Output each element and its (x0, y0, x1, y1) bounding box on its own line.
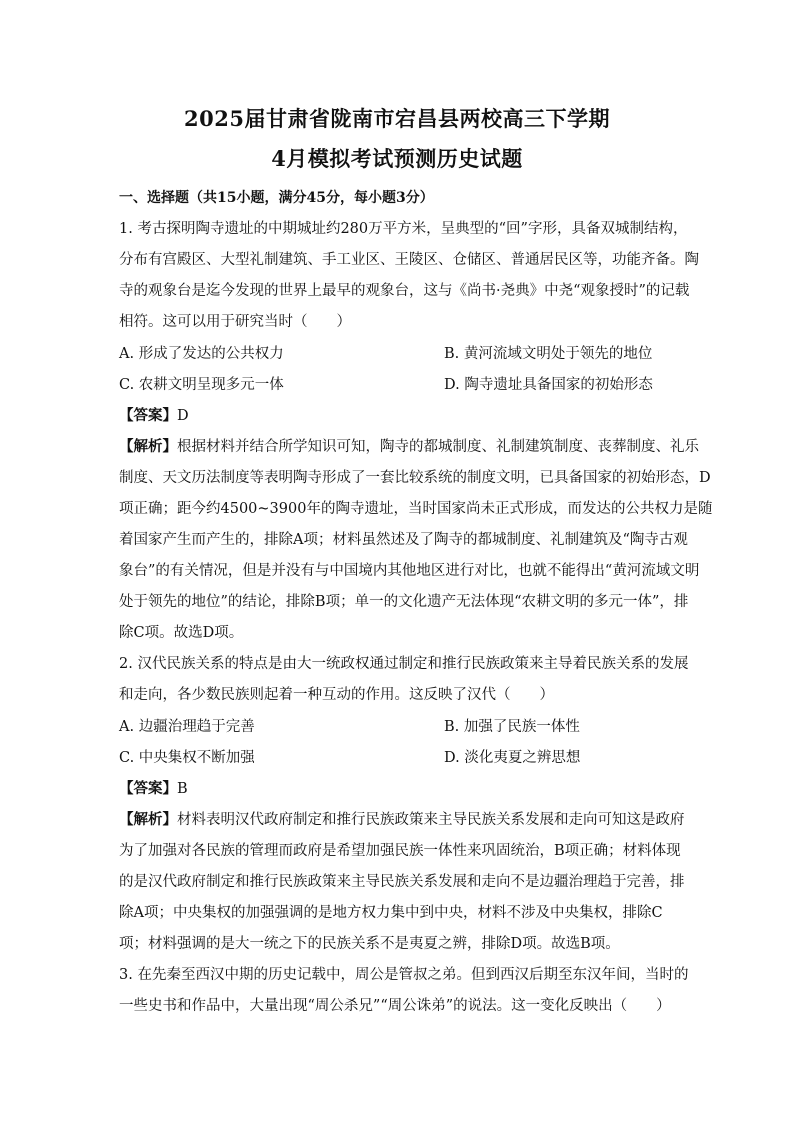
answer-value: B (177, 781, 188, 797)
q2-option-d: D. 淡化夷夏之辨思想 (444, 750, 581, 766)
q2-option-a: A. 边疆治理趋于完善 (119, 719, 255, 735)
q2-stem-line: 和走向，各少数民族则起着一种互动的作用。这反映了汉代（ ） (119, 687, 554, 703)
q1-analysis-line: 除C项。故选D项。 (119, 625, 244, 641)
q1-option-c: C. 农耕文明呈现多元一体 (119, 377, 284, 393)
q1-analysis-line: 制度、天文历法制度等表明陶寺形成了一套比较系统的制度文明，已具备国家的初始形态，D (119, 470, 711, 486)
q3-stem-line: 一些史书和作品中，大量出现“周公杀兄”“周公诛弟”的说法。这一变化反映出（ ） (119, 998, 671, 1014)
analysis-label: 【解析】 (119, 438, 177, 455)
q2-stem-line: 2. 汉代民族关系的特点是由大一统政权通过制定和推行民族政策来主导着民族关系的发展 (119, 656, 689, 672)
q2-answer (119, 777, 679, 798)
q2-analysis-line: 项；材料强调的是大一统之下的民族关系不是夷夏之辨，排除D项。故选B项。 (119, 936, 620, 952)
q1-stem-line: 寺的观象台是迄今发现的世界上最早的观象台，这与《尚书·尧典》中尧“观象授时”的记载 (119, 283, 690, 299)
answer-label: 【答案】 (119, 780, 177, 797)
q1-analysis-line: 象台”的有关情况，但是并没有与中国境内其他地区进行对比，也就不能得出“黄河流域文明 (119, 563, 700, 579)
q1-option-a: A. 形成了发达的公共权力 (119, 346, 284, 362)
q1-analysis-line: 处于领先的地位”的结论，排除B项；单一的文化遗产无法体现“农耕文明的多元一体”，排 (119, 594, 689, 610)
section-heading: 一、选择题（共15小题，满分45分，每小题3分） (119, 190, 434, 206)
q3-stem-line: 3. 在先秦至西汉中期的历史记载中，周公是管叔之弟。但到西汉后期至东汉年间，当时的 (119, 967, 689, 983)
q1-stem-line: 分布有宫殿区、大型礼制建筑、手工业区、王陵区、仓储区、普通居民区等，功能齐备。陶 (119, 252, 699, 268)
document-title-line2: 4月模拟考试预测历史试题 (271, 146, 523, 171)
q2-option-c: C. 中央集权不断加强 (119, 750, 255, 766)
q1-analysis-line (119, 435, 699, 456)
q2-analysis-line: 除A项；中央集权的加强强调的是地方权力集中到中央，材料不涉及中央集权，排除C (119, 905, 663, 921)
q1-answer (119, 404, 679, 425)
answer-label: 【答案】 (119, 407, 177, 424)
q1-option-d: D. 陶寺遗址具备国家的初始形态 (444, 377, 653, 393)
q1-analysis-line: 着国家产生而产生的，排除A项；材料虽然述及了陶寺的都城制度、礼制建筑及“陶寺古观 (119, 532, 688, 548)
q2-analysis-line (119, 808, 685, 829)
analysis-label: 【解析】 (119, 811, 177, 828)
q2-option-b: B. 加强了民族一体性 (444, 719, 580, 735)
analysis-text: 材料表明汉代政府制定和推行民族政策来主导民族关系发展和走向可知这是政府 (177, 812, 685, 828)
q1-analysis-line: 项正确；距今约4500~3900年的陶寺遗址，当时国家尚未正式形成，而发达的公共权力是随 (119, 501, 713, 517)
q1-stem-line: 1. 考古探明陶寺遗址的中期城址约280万平方米，呈典型的“回”字形，具备双城制结构， (119, 221, 688, 237)
analysis-text: 根据材料并结合所学知识可知，陶寺的都城制度、礼制建筑制度、丧葬制度、礼乐 (177, 439, 699, 455)
q2-analysis-line: 为了加强对各民族的管理而政府是希望加强民族一体性来巩固统治，B项正确；材料体现 (119, 843, 681, 859)
q1-option-b: B. 黄河流域文明处于领先的地位 (444, 346, 653, 362)
q2-analysis-line: 的是汉代政府制定和推行民族政策来主导民族关系发展和走向不是边疆治理趋于完善，排 (119, 874, 685, 890)
document-title-line1: 2025届甘肃省陇南市宕昌县两校高三下学期 (184, 106, 610, 131)
answer-value: D (177, 408, 189, 424)
q1-stem-line: 相符。这可以用于研究当时（ ） (119, 314, 351, 330)
